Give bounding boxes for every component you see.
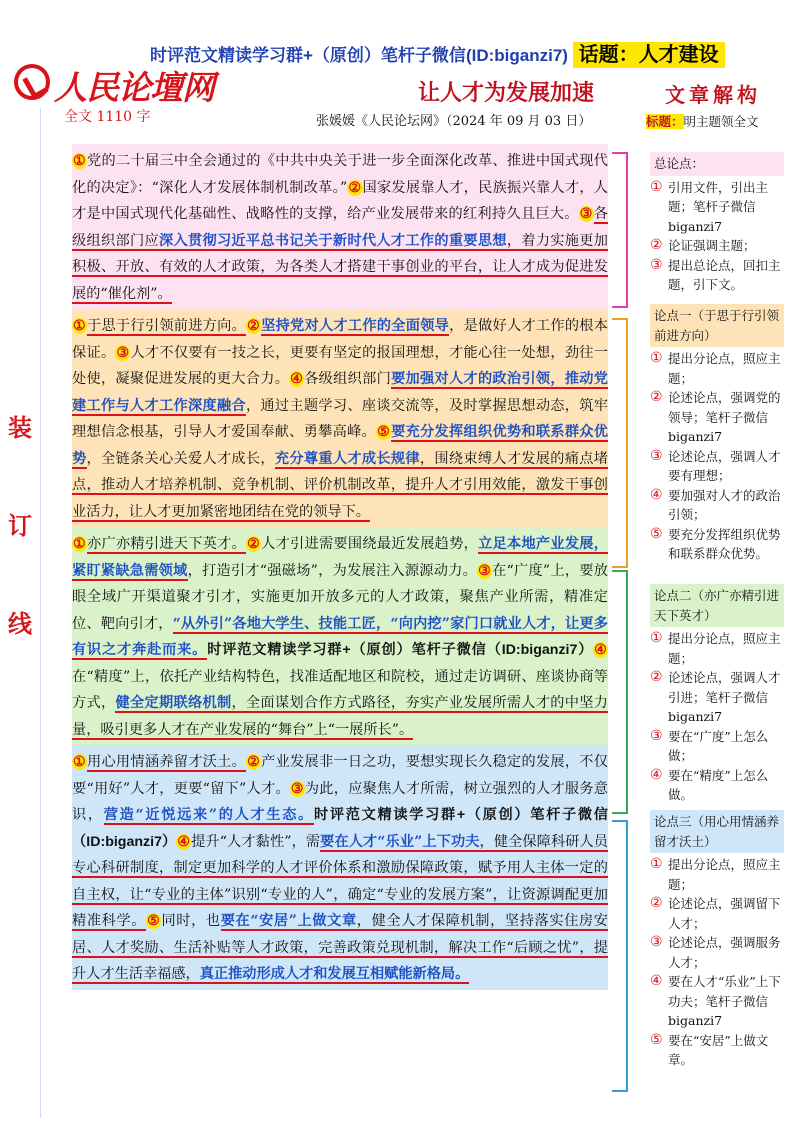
section-head: 论点三（用心用情涵养留才沃土） — [650, 810, 784, 853]
sidebar-title-tag — [646, 111, 780, 132]
section-item — [650, 486, 784, 525]
item-num: ④ — [650, 766, 663, 783]
item-text: 引用文件，引出主题；笔杆子微信 biganzi7 — [668, 179, 769, 234]
paragraph-point-2 — [72, 527, 608, 745]
sub-point-title: 用心用情涵养留才沃土。 — [87, 754, 247, 770]
sentence: 党的二十届三中全会通过的《中共中央关于进一步全面深化改革、推进中国式现代化的决定》：“深化人才发展体制机制改革。” — [72, 153, 608, 196]
sentence: ，打造引才“强磁场”，为发展注入源源动力。 — [187, 562, 478, 579]
item-text: 论述论点，强调人才要有理想； — [668, 448, 781, 483]
item-num: ① — [650, 178, 663, 195]
bracket-point-1 — [612, 318, 628, 568]
sentence: 同时，也 — [161, 913, 221, 929]
item-text: 提出分论点，照应主题； — [668, 351, 781, 386]
paragraph-intro — [72, 144, 608, 309]
item-num: ① — [650, 630, 663, 646]
sentence: ，通过主题学习、座谈交流等，及时掌握思想动态，筑牢理想信念根基，引导人才爱国奉献、勇攀高峰。 — [72, 397, 608, 440]
section-item — [650, 388, 784, 447]
section-head: 论点一（于思于行引领前进方向） — [650, 304, 784, 347]
num-marker: ④ — [594, 642, 607, 658]
num-marker: ⑤ — [147, 913, 161, 929]
structure-sidebar — [646, 86, 780, 132]
item-text: 要在人才“乐业”上下功夫；笔杆子微信 biganzi7 — [668, 974, 781, 1028]
num-marker: ① — [73, 318, 86, 334]
item-text: 要加强对人才的政治引领； — [668, 487, 781, 522]
num-marker: ② — [247, 318, 261, 334]
item-num: ⑤ — [650, 525, 663, 542]
key-phrase: 健全定期联络机制 — [115, 695, 232, 711]
binding-char-1: 装 — [8, 413, 32, 442]
num-marker: ④ — [290, 371, 304, 387]
key-phrase: 立足本地产业发展，紧盯紧缺急需领域 — [72, 536, 608, 579]
site-logo — [14, 62, 214, 107]
wechat-ad: 时评范文精读学习群+（原创）笔杆子微信（ID:biganzi7） — [207, 642, 594, 658]
sub-point-title: 亦广亦精引进天下英才。 — [87, 536, 247, 552]
tag-label: 标题： — [646, 114, 684, 129]
item-num: ④ — [650, 973, 663, 989]
item-num: ④ — [650, 486, 663, 503]
binding-line — [40, 108, 41, 1118]
item-text: 论证强调主题； — [668, 238, 756, 253]
num-marker: ③ — [290, 780, 304, 797]
section-item — [650, 178, 784, 237]
item-num: ② — [650, 895, 663, 911]
header-banner — [150, 38, 790, 67]
sidebar-section-point-2 — [650, 584, 784, 805]
paragraph-point-1 — [72, 309, 608, 527]
binding-char-2: 订 — [8, 511, 32, 540]
item-text: 提出分论点，照应主题； — [668, 631, 781, 666]
num-marker: ② — [247, 536, 261, 552]
wechat-ad: 时评范文精读学习群+（原创）笔杆子微信（ID:biganzi7） — [72, 807, 608, 850]
key-phrase: 充分尊重人才成长规律 — [274, 450, 420, 467]
section-item — [650, 933, 784, 972]
num-marker: ① — [73, 754, 86, 770]
section-item — [650, 1031, 784, 1070]
section-item — [650, 894, 784, 933]
section-item — [650, 727, 784, 766]
sentence: 人才不仅要有一技之长，更要有坚定的报国理想，才能心往一处想，劲往一处使，凝聚促进发展的更大合力。 — [72, 344, 608, 387]
sidebar-section-intro — [650, 152, 784, 295]
sentence: ，着力实施更加积极、开放、有效的人才政策，为各类人才搭建干事创业的平台，让人才成为促进发展的“催化剂”。 — [72, 232, 608, 302]
section-item — [650, 447, 784, 486]
sentence: 各级组织部门 — [304, 371, 392, 387]
num-marker: ③ — [478, 562, 492, 579]
key-phrase: 要充分发挥组织优势和联系群众优势 — [72, 424, 608, 467]
sentence: 国家发展靠人才，民族振兴靠人才，人才是中国式现代化基础性、战略性的支撑，给产业发展带来的红利持久且巨大。 — [72, 179, 608, 222]
num-marker: ① — [73, 536, 86, 552]
article-title: 让人才为发展加速 — [418, 80, 595, 106]
sentence: 人才引进需要围绕最近发展趋势， — [261, 536, 479, 552]
num-marker: ③ — [579, 206, 593, 222]
item-text: 要在“广度”上怎么做； — [668, 728, 769, 763]
num-marker: ⑤ — [377, 424, 391, 440]
section-item — [650, 256, 784, 295]
key-phrase: 营造“近悦远来”的人才生态。 — [103, 807, 314, 823]
logo-mark-icon — [14, 64, 50, 100]
item-text: 论述论点，强调留下人才； — [668, 896, 781, 931]
key-phrase: 深入贯彻习近平总书记关于新时代人才工作的重要思想 — [158, 232, 507, 249]
num-marker: ② — [247, 754, 261, 770]
num-marker: ② — [348, 179, 362, 196]
section-item — [650, 766, 784, 805]
bracket-point-3 — [612, 820, 628, 1092]
logo-text: 人民论壇网 — [54, 71, 214, 107]
section-item — [650, 972, 784, 1031]
section-item — [650, 855, 784, 894]
sentence: ，围绕束缚人才发展的痛点堵点，推动人才培养机制、竞争机制、评价机制改革，提升人才引用效能，激发干事创业活力，让人才更加紧密地团结在党的领导下。 — [72, 450, 608, 520]
header-wechat: (ID:biganzi7) — [465, 46, 568, 65]
key-phrase: 要在“安居”上做文章 — [220, 913, 357, 929]
item-num: ③ — [650, 934, 663, 950]
section-head: 论点二（亦广亦精引进天下英才） — [650, 584, 784, 627]
item-num: ③ — [650, 727, 663, 744]
key-phrase: 要在人才“乐业”上下功夫 — [320, 833, 480, 850]
sentence: ，全链条关心关爱人才成长， — [86, 450, 275, 467]
key-phrase: 坚持党对人才工作的全面领导 — [261, 318, 450, 334]
byline: 张媛媛《人民论坛网》（2024 年 09 月 03 日） — [316, 114, 592, 129]
sentence: ，健全人才保障机制，坚持落实住房安居、人才奖励、生活补贴等人才政策，完善政策兑现机制，解决工作“后顾之忧”，提升人才生活幸福感， — [72, 913, 608, 982]
header-group: 时评范文精读学习群+（原创）笔杆子微信 — [150, 46, 466, 65]
sentence: 在“广度”上，要放眼全域广开渠道聚才引才，实施更加开放多元的人才政策，聚焦产业所需，精准定位、靶向引才， — [72, 562, 608, 632]
header-topic: 话题：人才建设 — [573, 42, 725, 68]
item-text: 要充分发挥组织优势和联系群众优势。 — [668, 526, 781, 561]
item-num: ① — [650, 856, 663, 872]
item-num: ③ — [650, 447, 663, 464]
item-num: ③ — [650, 256, 663, 273]
item-text: 论述论点，强调党的领导；笔杆子微信 biganzi7 — [668, 390, 781, 444]
sentence: ，健全保障科研人员专心科研制度，制定更加科学的人才评价体系和激励保障政策，赋予用人主体一定的自主权，让“专业的主体”识别“专业的人”，确定“专业的发展方案”，让资源调配更加精准科学。 — [72, 833, 608, 929]
word-count: 全文 1110 字 — [64, 109, 151, 125]
sidebar-title: 文章解构 — [665, 85, 761, 107]
sentence: ，全面谋划合作方式路径，夯实产业发展所需人才的中坚力量，吸引更多人才在产业发展的“舞台”上“一展所长”。 — [72, 695, 608, 738]
num-marker: ① — [73, 153, 87, 169]
sentence: 产业发展非一日之功，要想实现长久稳定的发展，不仅要“用好”人才，更要“留下”人才。 — [72, 754, 608, 797]
item-text: 要在“安居”上做文章。 — [668, 1032, 769, 1067]
item-text: 论述论点，强调服务人才； — [668, 935, 781, 970]
section-item — [650, 525, 784, 564]
section-item — [650, 668, 784, 727]
sentence: 为此，应聚焦人才所需，树立强烈的人才服务意识， — [72, 780, 608, 823]
section-item — [650, 236, 784, 256]
sub-point-title: 于思于行引领前进方向。 — [87, 318, 247, 334]
sentence: ，是做好人才工作的根本保证。 — [72, 318, 608, 361]
sentence: 提升“人才黏性”，需 — [191, 833, 321, 850]
sidebar-section-point-3 — [650, 810, 784, 1070]
section-item — [650, 349, 784, 388]
bracket-point-2 — [612, 570, 628, 814]
tag-text: 明主题领全文 — [683, 114, 759, 129]
key-phrase: 真正推动形成人才和发展互相赋能新格局。 — [199, 966, 470, 982]
key-phrase: “从外引”各地大学生、技能工匠，“向内挖”家门口就业人才，让更多有识之才奔赴而来。 — [72, 615, 608, 658]
key-phrase: 要加强对人才的政治引领，推动党建工作与人才工作深度融合 — [72, 371, 608, 414]
item-num: ① — [650, 350, 663, 366]
item-num: ② — [650, 669, 663, 685]
paragraph-point-3 — [72, 745, 608, 990]
section-item — [650, 629, 784, 668]
sidebar-section-point-1 — [650, 304, 784, 564]
sentence: 在“精度”上，依托产业结构特色，找准适配地区和院校，通过走访调研、座谈协商等方式， — [72, 668, 608, 711]
sentence: 各级组织部门应 — [72, 206, 608, 249]
item-num: ② — [650, 237, 663, 253]
item-num: ⑤ — [650, 1031, 663, 1048]
article-body — [72, 144, 608, 990]
section-head: 总论点： — [650, 152, 784, 176]
item-text: 提出分论点，照应主题； — [668, 857, 781, 892]
binding-char-3: 线 — [8, 609, 32, 638]
item-num: ② — [650, 389, 663, 405]
num-marker: ③ — [116, 344, 130, 361]
item-text: 要在“精度”上怎么做。 — [668, 767, 769, 802]
item-text: 提出总论点，回扣主题，引下文。 — [668, 257, 781, 292]
bracket-intro — [612, 152, 628, 308]
num-marker: ④ — [177, 833, 191, 850]
item-text: 论述论点，强调人才引进；笔杆子微信 biganzi7 — [668, 670, 781, 724]
